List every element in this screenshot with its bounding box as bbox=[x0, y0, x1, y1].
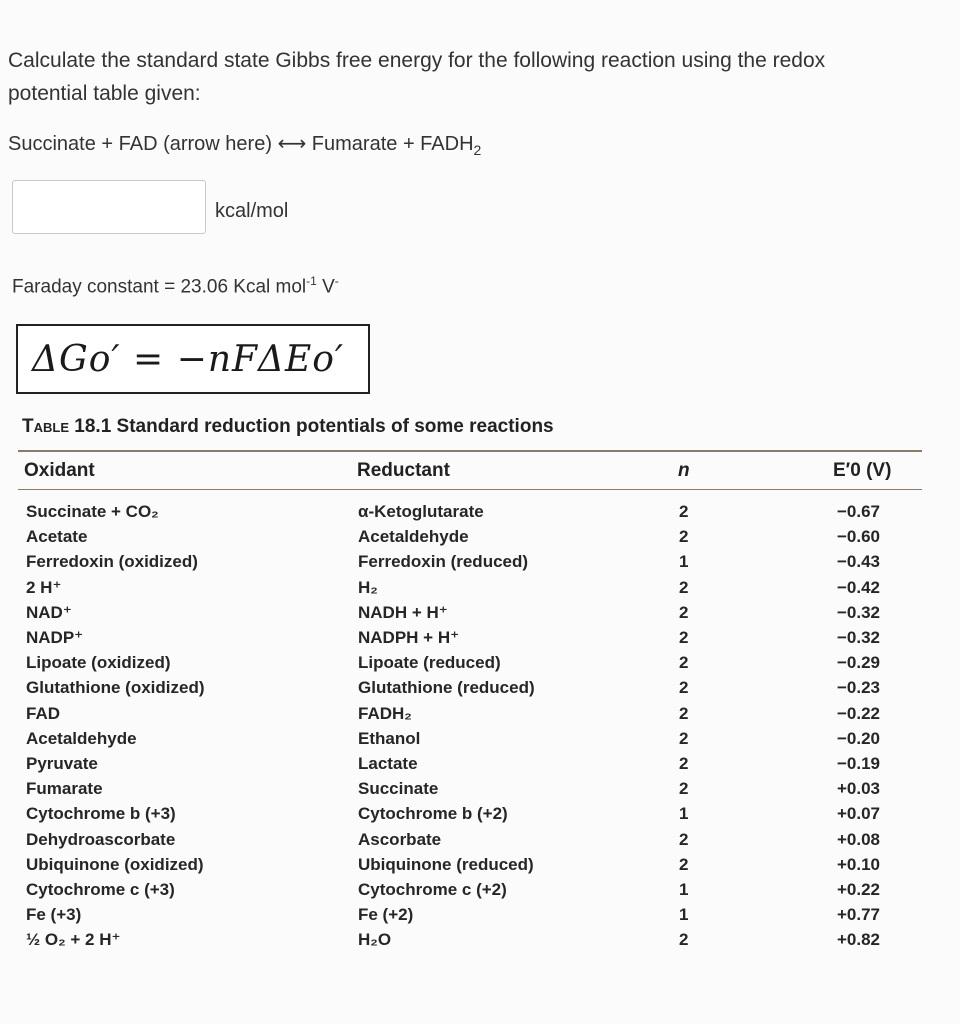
reductant-cell: Lactate bbox=[358, 754, 418, 773]
table-caption-title: 18.1 Standard reduction potentials of some reactions bbox=[74, 416, 554, 437]
n-cell: 2 bbox=[679, 577, 689, 597]
table-row bbox=[0, 527, 960, 552]
table-row bbox=[0, 704, 960, 729]
reductant-cell: H₂ bbox=[358, 577, 378, 597]
reductant-cell: Lipoate (reduced) bbox=[358, 653, 501, 673]
table-row bbox=[0, 754, 960, 779]
e0-cell: +0.77 bbox=[837, 905, 881, 925]
oxidant-cell: Cytochrome c (+3) bbox=[26, 880, 175, 899]
reductant-cell: Glutathione (reduced) bbox=[358, 678, 535, 698]
e0-cell: +0.08 bbox=[837, 829, 881, 849]
header-e0: E′0 (V) bbox=[833, 460, 892, 481]
e0-cell: −0.19 bbox=[837, 754, 881, 773]
table-row bbox=[0, 729, 960, 754]
reductant-cell: FADH₂ bbox=[358, 703, 412, 723]
oxidant-cell: Glutathione (oxidized) bbox=[26, 678, 205, 698]
table-row bbox=[0, 628, 960, 653]
oxidant-cell: ½ O₂ + 2 H⁺ bbox=[26, 930, 121, 950]
reductant-cell: Succinate bbox=[358, 779, 439, 799]
e0-cell: −0.29 bbox=[837, 653, 881, 673]
oxidant-cell: Fe (+3) bbox=[26, 905, 82, 925]
e0-cell: +0.03 bbox=[837, 779, 881, 799]
reductant-cell: Fe (+2) bbox=[358, 905, 414, 925]
table-row bbox=[0, 603, 960, 628]
reductant-cell: NADH + H⁺ bbox=[358, 602, 448, 622]
table-caption bbox=[22, 416, 554, 438]
e0-cell: −0.67 bbox=[837, 502, 881, 521]
table-row bbox=[0, 678, 960, 703]
oxidant-cell: NAD⁺ bbox=[26, 602, 72, 622]
gibbs-formula-box bbox=[16, 324, 370, 394]
e0-cell: −0.42 bbox=[837, 577, 881, 597]
faraday-exponent: -1 bbox=[306, 274, 317, 288]
n-cell: 2 bbox=[679, 678, 689, 698]
n-cell: 1 bbox=[679, 880, 689, 899]
n-cell: 2 bbox=[679, 854, 689, 874]
table-caption-prefix: Table bbox=[22, 416, 69, 437]
reductant-cell: Ferredoxin (reduced) bbox=[358, 552, 529, 572]
header-oxidant: Oxidant bbox=[24, 460, 95, 481]
reductant-cell: Acetaldehyde bbox=[358, 527, 469, 547]
reductant-cell: Ascorbate bbox=[358, 829, 442, 849]
question-text: Calculate the standard state Gibbs free energy for the following reaction using the redox potential table given: bbox=[8, 49, 826, 105]
oxidant-cell: Fumarate bbox=[26, 779, 103, 799]
oxidant-cell: Acetaldehyde bbox=[26, 728, 137, 748]
oxidant-cell: Lipoate (oxidized) bbox=[26, 653, 171, 673]
table-row bbox=[0, 578, 960, 603]
e0-cell: −0.32 bbox=[837, 602, 881, 622]
reaction-equation bbox=[8, 131, 481, 158]
table-row bbox=[0, 804, 960, 829]
table-row bbox=[0, 779, 960, 804]
n-cell: 2 bbox=[679, 527, 689, 547]
oxidant-cell: Ubiquinone (oxidized) bbox=[26, 854, 204, 874]
oxidant-cell: Dehydroascorbate bbox=[26, 829, 176, 849]
e0-cell: −0.60 bbox=[837, 527, 881, 547]
e0-cell: +0.22 bbox=[837, 880, 881, 899]
table-row bbox=[0, 502, 960, 527]
reductant-cell: Ethanol bbox=[358, 728, 421, 748]
oxidant-cell: Succinate + CO₂ bbox=[26, 502, 159, 521]
reaction-reactants: Succinate + FAD (arrow here) bbox=[8, 133, 272, 155]
oxidant-cell: Pyruvate bbox=[26, 754, 98, 773]
reductant-cell: H₂O bbox=[358, 930, 392, 950]
reaction-products: Fumarate + FADH bbox=[311, 133, 474, 155]
oxidant-cell: FAD bbox=[26, 703, 60, 723]
gibbs-formula: ΔGo′ = −nFΔEo′ bbox=[32, 338, 345, 380]
table-row bbox=[0, 552, 960, 577]
n-cell: 2 bbox=[679, 602, 689, 622]
n-cell: 2 bbox=[679, 930, 689, 950]
reductant-cell: NADPH + H⁺ bbox=[358, 628, 460, 647]
e0-cell: −0.22 bbox=[837, 703, 881, 723]
table-header-rule bbox=[18, 489, 922, 490]
n-cell: 1 bbox=[679, 552, 689, 572]
reductant-cell: Cytochrome b (+2) bbox=[358, 804, 508, 824]
oxidant-cell: 2 H⁺ bbox=[26, 577, 62, 597]
reaction-arrow-icon: ⟷ bbox=[277, 133, 307, 155]
n-cell: 2 bbox=[679, 728, 689, 748]
reductant-cell: Ubiquinone (reduced) bbox=[358, 854, 534, 874]
table-row bbox=[0, 880, 960, 905]
n-cell: 2 bbox=[679, 502, 689, 521]
answer-input[interactable] bbox=[12, 180, 206, 234]
n-cell: 2 bbox=[679, 829, 689, 849]
table-row bbox=[0, 905, 960, 930]
n-cell: 2 bbox=[679, 653, 689, 673]
answer-unit: kcal/mol bbox=[215, 200, 289, 222]
n-cell: 2 bbox=[679, 703, 689, 723]
oxidant-cell: NADP⁺ bbox=[26, 628, 84, 647]
e0-cell: −0.32 bbox=[837, 628, 881, 647]
oxidant-cell: Cytochrome b (+3) bbox=[26, 804, 176, 824]
e0-cell: +0.82 bbox=[837, 930, 881, 950]
e0-cell: −0.23 bbox=[837, 678, 881, 698]
e0-cell: −0.20 bbox=[837, 728, 881, 748]
n-cell: 1 bbox=[679, 804, 689, 824]
table-top-rule bbox=[18, 450, 922, 452]
reductant-cell: Cytochrome c (+2) bbox=[358, 880, 507, 899]
reductant-cell: α-Ketoglutarate bbox=[358, 502, 484, 521]
faraday-unit-exponent: - bbox=[334, 274, 339, 288]
table-row bbox=[0, 930, 960, 955]
oxidant-cell: Ferredoxin (oxidized) bbox=[26, 552, 198, 572]
header-n: n bbox=[678, 460, 690, 481]
n-cell: 2 bbox=[679, 754, 689, 773]
table-row bbox=[0, 855, 960, 880]
faraday-unit: V bbox=[322, 276, 335, 298]
n-cell: 2 bbox=[679, 779, 689, 799]
n-cell: 1 bbox=[679, 905, 689, 925]
faraday-constant bbox=[12, 274, 339, 298]
n-cell: 2 bbox=[679, 628, 689, 647]
reaction-products-subscript: 2 bbox=[473, 142, 482, 158]
table-row bbox=[0, 830, 960, 855]
faraday-constant-label: Faraday constant = 23.06 Kcal mol bbox=[12, 276, 307, 298]
header-reductant: Reductant bbox=[357, 460, 450, 481]
e0-cell: −0.43 bbox=[837, 552, 881, 572]
oxidant-cell: Acetate bbox=[26, 527, 88, 547]
e0-cell: +0.10 bbox=[837, 854, 881, 874]
table-row bbox=[0, 653, 960, 678]
e0-cell: +0.07 bbox=[837, 804, 881, 824]
